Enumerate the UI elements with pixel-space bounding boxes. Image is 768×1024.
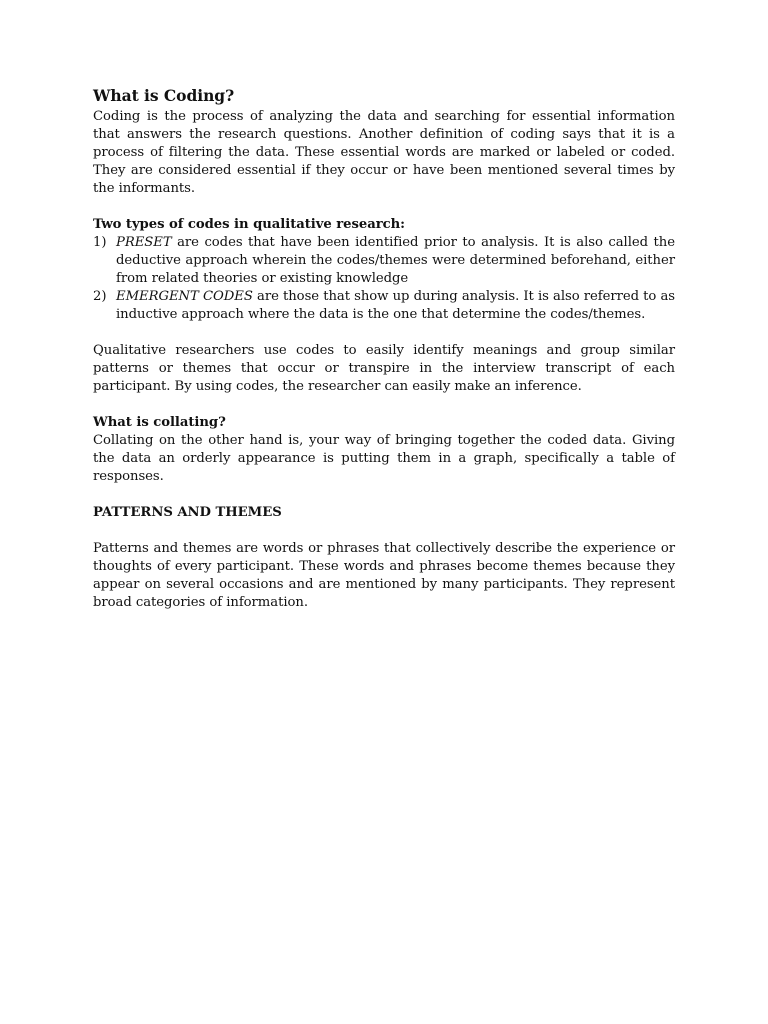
- spacer: [93, 396, 675, 414]
- collating-paragraph: Collating on the other hand is, your way of bringing together the coded data. Giving the data an orderly appearance is putting them in a graph, specifically a table of responses.: [93, 433, 675, 484]
- preset-description: are codes that have been identified prior to analysis. It is also called the deductive approach wherein the codes/themes were determined beforehand, either from related theories or existing knowledge: [116, 235, 675, 286]
- coding-heading: What is Coding?: [93, 86, 235, 105]
- emergent-term: EMERGENT CODES: [116, 289, 253, 304]
- code-types-list: [93, 234, 675, 324]
- collating-heading: What is collating?: [93, 415, 226, 430]
- patterns-heading: PATTERNS AND THEMES: [93, 505, 282, 520]
- spacer: [93, 198, 675, 216]
- document-page: [93, 86, 675, 612]
- coding-paragraph: Coding is the process of analyzing the data and searching for essential information that answers the research questions. Another definition of coding says that it is a process of filtering the data. These essential words are marked or labeled or coded. They are considered essential if they occur or have been mentioned several times by the informants.: [93, 109, 675, 196]
- list-item-emergent: [93, 288, 675, 324]
- spacer: [93, 522, 675, 540]
- patterns-paragraph: Patterns and themes are words or phrases that collectively describe the experience or thoughts of every participant. These words and phrases become themes because they appear on several occasions and are mentioned by many participants. They represent broad categories of information.: [93, 541, 675, 610]
- spacer: [93, 486, 675, 504]
- code-types-heading: Two types of codes in qualitative research:: [93, 217, 405, 232]
- list-number: 2): [93, 289, 107, 304]
- list-item-preset: [93, 234, 675, 288]
- emergent-description: are those that show up during analysis. It is also referred to as inductive approach where the data is the one that determine the codes/themes.: [116, 289, 676, 322]
- codes-usage-paragraph: Qualitative researchers use codes to easily identify meanings and group similar patterns or themes that occur or transpire in the interview transcript of each participant. By using codes, the researcher can easily make an inference.: [93, 343, 675, 394]
- preset-term: PRESET: [116, 235, 172, 250]
- list-number: 1): [93, 235, 107, 250]
- spacer: [93, 324, 675, 342]
